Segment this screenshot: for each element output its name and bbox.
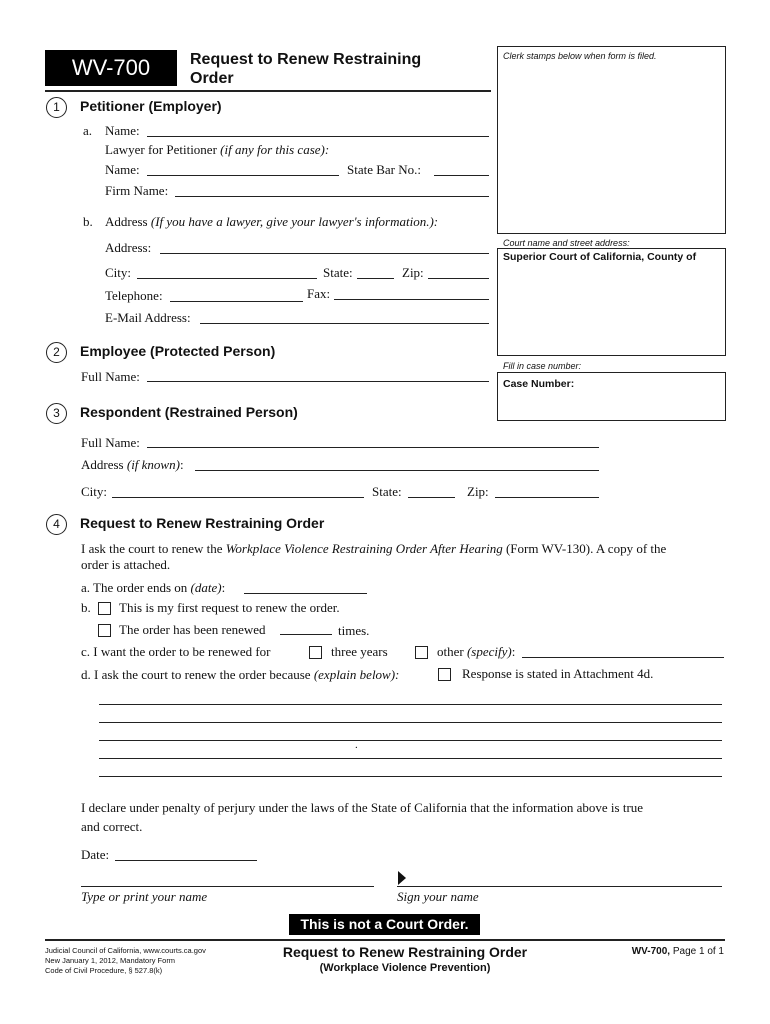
firm-name-field[interactable] — [175, 196, 489, 197]
item-4d-text: d. I ask the court to renew the order because — [81, 667, 311, 682]
renewed-times-label: times. — [338, 623, 370, 638]
print-name-label: Type or print your name — [81, 889, 208, 904]
lawyer-label — [105, 142, 329, 158]
section-4-number: 4 — [46, 514, 67, 535]
footer-page-number: Page 1 of 1 — [672, 946, 724, 957]
section-1-title: Petitioner (Employer) — [80, 98, 222, 114]
court-box-label: Court name and street address: — [503, 238, 630, 248]
respondent-address-field[interactable] — [195, 470, 599, 471]
firm-name-label: Firm Name: — [105, 183, 169, 198]
section-2-number: 2 — [46, 342, 67, 363]
item-4a-text: a. The order ends on — [81, 580, 188, 595]
first-request-checkbox[interactable] — [98, 602, 111, 615]
footer-left-line3: Code of Civil Procedure, § 527.8(k) — [45, 966, 163, 975]
zip-field[interactable] — [428, 278, 489, 279]
stray-mark: . — [355, 739, 358, 751]
court-name: Superior Court of California, County of — [503, 251, 697, 263]
renew-intro-line2: order is attached. — [81, 557, 171, 572]
address-intro-text: Address — [105, 214, 148, 229]
explain-line-5[interactable] — [99, 776, 722, 777]
footer-left-line1: Judicial Council of California, www.courts.ca.gov — [45, 946, 206, 955]
section-4-title: Request to Renew Restraining Order — [80, 515, 325, 531]
employee-full-name-field[interactable] — [147, 381, 489, 382]
telephone-label: Telephone: — [105, 288, 163, 303]
state-field[interactable] — [357, 278, 394, 279]
explain-line-4[interactable] — [99, 758, 722, 759]
renew-intro-post: (Form WV-130). A copy of the — [505, 541, 667, 556]
item-4b-marker: b. — [81, 600, 91, 615]
explain-line-1[interactable] — [99, 704, 722, 705]
lawyer-note: (if any for this case): — [220, 142, 330, 157]
clerk-stamp-box — [497, 46, 726, 234]
fax-field[interactable] — [334, 299, 489, 300]
respondent-zip-field[interactable] — [495, 497, 599, 498]
footer-page-info — [600, 946, 724, 957]
respondent-state-field[interactable] — [408, 497, 455, 498]
footer-form-number: WV-700, — [631, 946, 671, 957]
petitioner-name-field[interactable] — [147, 136, 489, 137]
telephone-field[interactable] — [170, 301, 303, 302]
item-1b-marker: b. — [83, 214, 93, 229]
declaration-line2: and correct. — [81, 819, 143, 834]
respondent-state-label: State: — [372, 484, 402, 499]
sign-name-label: Sign your name — [397, 889, 479, 904]
renewed-label: The order has been renewed — [119, 622, 266, 637]
declaration-line1: I declare under penalty of perjury under the laws of the State of California that the information above is true — [81, 800, 644, 815]
zip-label: Zip: — [402, 265, 424, 280]
attachment-4d-checkbox[interactable] — [438, 668, 451, 681]
other-checkbox[interactable] — [415, 646, 428, 659]
print-name-field[interactable] — [81, 886, 374, 887]
fax-label: Fax: — [307, 286, 331, 301]
address-field[interactable] — [160, 253, 489, 254]
address-intro-note: (If you have a lawyer, give your lawyer's information.): — [150, 214, 439, 229]
footer-left-line2: New January 1, 2012, Mandatory Form — [45, 956, 176, 965]
respondent-zip-label: Zip: — [467, 484, 489, 499]
respondent-city-label: City: — [81, 484, 108, 499]
three-years-label: three years — [331, 644, 388, 659]
respondent-address-label — [81, 457, 184, 473]
form-title-line2: Order — [190, 70, 234, 87]
item-4a-colon: : — [221, 580, 226, 595]
first-request-label: This is my first request to renew the order. — [119, 600, 340, 615]
clerk-stamp-label: Clerk stamps below when form is filed. — [503, 51, 657, 61]
item-4a-date: (date) — [190, 580, 222, 595]
section-3-title: Respondent (Restrained Person) — [80, 404, 298, 420]
lawyer-name-label: Name: — [105, 162, 140, 177]
other-label — [437, 644, 515, 660]
lawyer-label-text: Lawyer for Petitioner — [105, 142, 217, 157]
section-2-title: Employee (Protected Person) — [80, 343, 276, 359]
respondent-address-colon: : — [179, 457, 184, 472]
address-label: Address: — [105, 240, 152, 255]
state-bar-label: State Bar No.: — [347, 162, 422, 177]
city-field[interactable] — [137, 278, 317, 279]
item-4c-text: c. I want the order to be renewed for — [81, 644, 271, 659]
renewed-times-field[interactable] — [280, 634, 332, 635]
case-box-label: Fill in case number: — [503, 361, 582, 371]
date-field[interactable] — [115, 860, 257, 861]
other-text: other — [437, 644, 464, 659]
other-specify: (specify) — [466, 644, 512, 659]
footer-divider — [45, 939, 725, 941]
three-years-checkbox[interactable] — [309, 646, 322, 659]
address-intro — [105, 214, 438, 230]
petitioner-name-label: Name: — [105, 123, 140, 138]
state-bar-field[interactable] — [434, 175, 489, 176]
order-end-date-field[interactable] — [244, 593, 367, 594]
section-3-number: 3 — [46, 403, 67, 424]
employee-full-name-label: Full Name: — [81, 369, 140, 384]
respondent-full-name-field[interactable] — [147, 447, 599, 448]
renew-intro-line1 — [81, 541, 666, 557]
date-label: Date: — [81, 847, 110, 862]
renewed-checkbox[interactable] — [98, 624, 111, 637]
explain-line-3[interactable] — [99, 740, 722, 741]
lawyer-name-field[interactable] — [147, 175, 339, 176]
item-4d — [81, 667, 399, 683]
email-field[interactable] — [200, 323, 489, 324]
state-label: State: — [323, 265, 353, 280]
respondent-city-field[interactable] — [112, 497, 364, 498]
explain-line-2[interactable] — [99, 722, 722, 723]
respondent-address-text: Address — [81, 457, 124, 472]
signature-field[interactable] — [397, 886, 722, 887]
respondent-address-note: (if known) — [126, 457, 180, 472]
respondent-full-name-label: Full Name: — [81, 435, 140, 450]
renew-intro-pre: I ask the court to renew the — [81, 541, 223, 556]
section-1-number: 1 — [46, 97, 67, 118]
case-number-label: Case Number: — [503, 378, 575, 390]
sign-arrow-icon — [397, 871, 407, 890]
item-4a — [81, 580, 225, 596]
not-court-order-banner: This is not a Court Order. — [289, 914, 480, 935]
renew-intro-form: Workplace Violence Restraining Order After Hearing — [225, 541, 503, 556]
footer-title: Request to Renew Restraining Order — [282, 944, 528, 960]
email-label: E-Mail Address: — [105, 310, 191, 325]
footer-subtitle: (Workplace Violence Prevention) — [319, 962, 491, 974]
other-colon: : — [511, 644, 516, 659]
form-number: WV-700 — [71, 55, 151, 80]
header-divider — [45, 90, 491, 92]
other-specify-field[interactable] — [522, 657, 724, 658]
item-4d-explain: (explain below): — [313, 667, 400, 682]
form-title-line1: Request to Renew Restraining — [190, 51, 422, 68]
court-name-box[interactable] — [497, 248, 726, 356]
attachment-4d-label: Response is stated in Attachment 4d. — [462, 666, 654, 681]
city-label: City: — [105, 265, 132, 280]
item-1a-marker: a. — [83, 123, 93, 138]
